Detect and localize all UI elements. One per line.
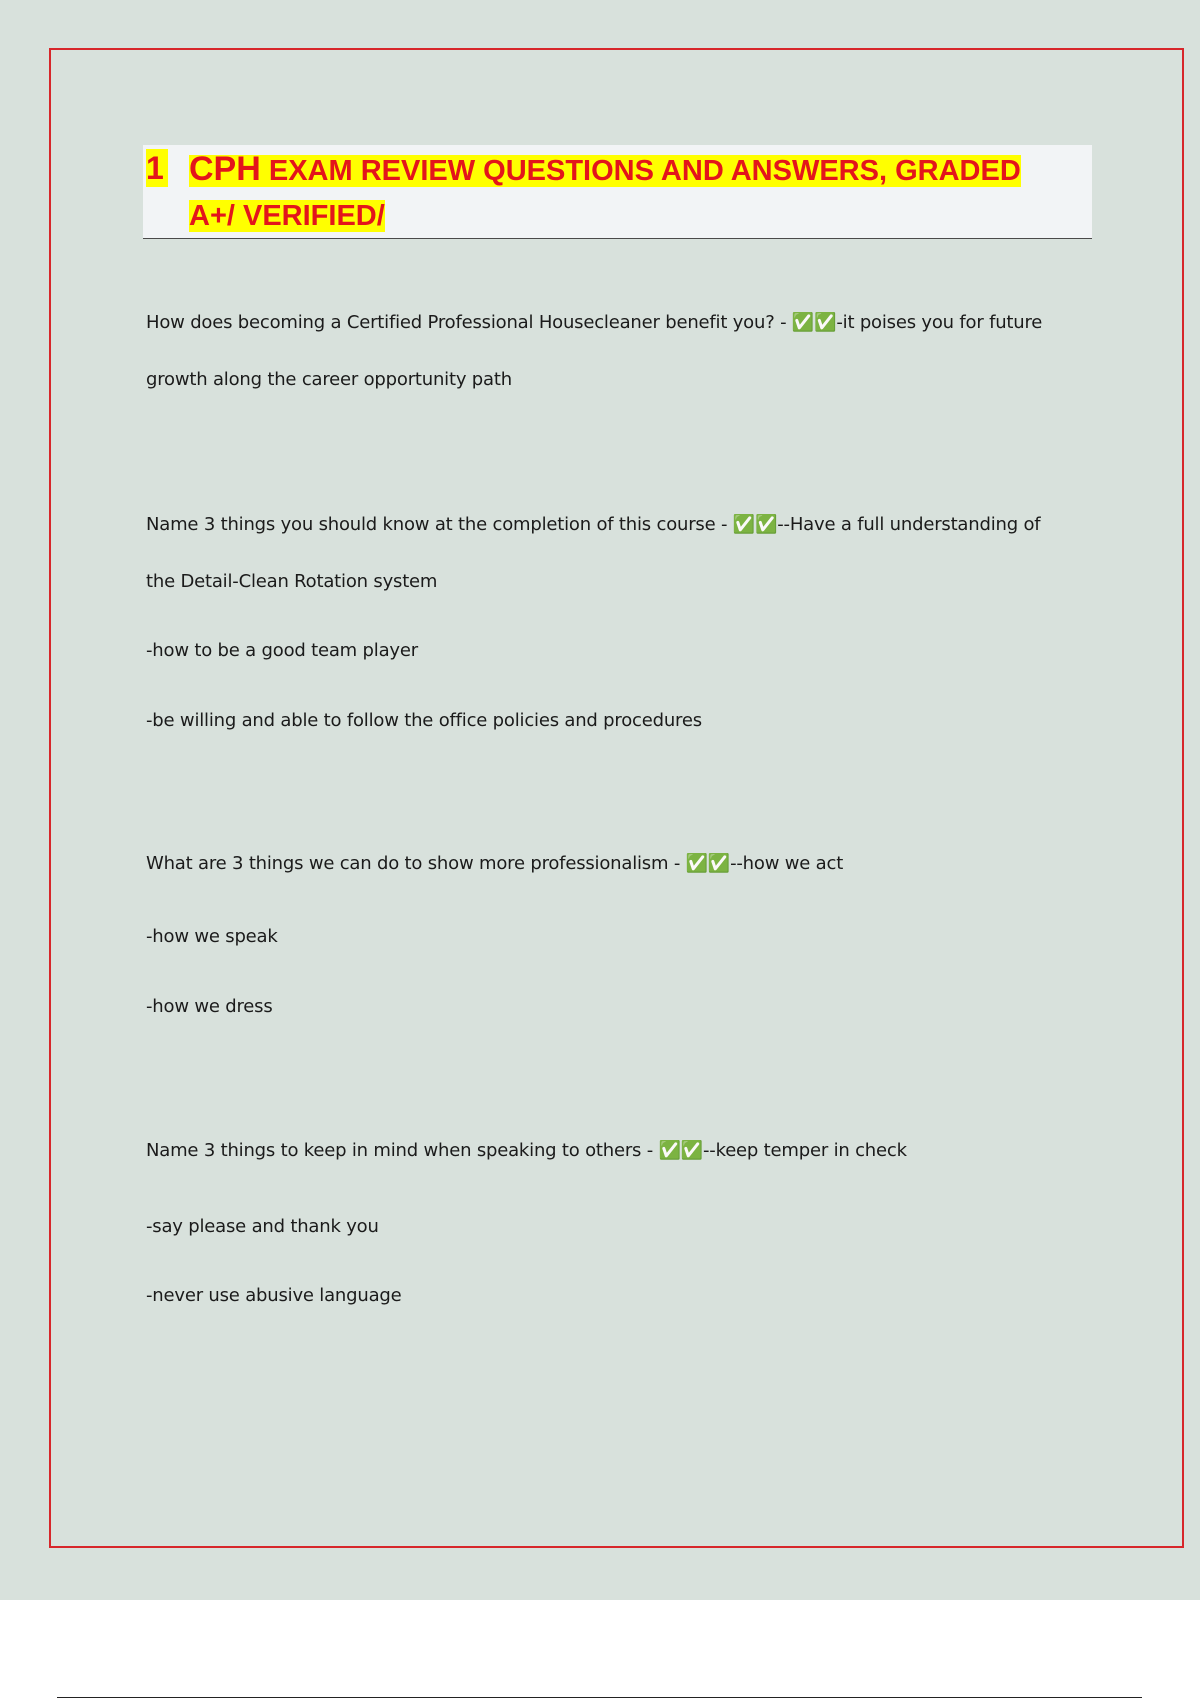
qa-4-answer-line: -say please and thank you (146, 1216, 379, 1237)
check-icon: ✅✅ (791, 312, 837, 333)
check-icon: ✅✅ (732, 514, 778, 535)
qa-4-answer-first: --keep temper in check (703, 1140, 907, 1161)
check-icon: ✅✅ (658, 1140, 704, 1161)
qa-2-answer-line: -be willing and able to follow the office policies and procedures (146, 710, 702, 731)
qa-3-question-line (146, 853, 843, 874)
title-lead: CPH (189, 150, 261, 188)
qa-2-question: Name 3 things you should know at the completion of this course - (146, 514, 733, 535)
qa-1-question: How does becoming a Certified Professional Housecleaner benefit you? - (146, 312, 792, 333)
check-icon: ✅✅ (685, 853, 731, 874)
footer-rule (57, 1697, 1142, 1698)
qa-3-answer-first: --how we act (730, 853, 844, 874)
qa-3-answer-line: -how we dress (146, 996, 273, 1017)
qa-1-question-line (146, 312, 1042, 333)
title-rest: EXAM REVIEW QUESTIONS AND ANSWERS, GRADED A+/ VERIFIED/ (189, 155, 1021, 232)
qa-4-question: Name 3 things to keep in mind when speaking to others - (146, 1140, 659, 1161)
qa-4-question-line (146, 1140, 907, 1161)
qa-1-answer-line: growth along the career opportunity path (146, 369, 512, 390)
qa-2-answer-line: -how to be a good team player (146, 640, 418, 661)
qa-3-question: What are 3 things we can do to show more professionalism - (146, 853, 686, 874)
qa-2-answer-first: --Have a full understanding of (777, 514, 1041, 535)
qa-2-question-line (146, 514, 1040, 535)
qa-2-answer-line: the Detail-Clean Rotation system (146, 571, 438, 592)
qa-4-answer-line: -never use abusive language (146, 1285, 402, 1306)
page-border-frame (49, 48, 1184, 1548)
heading-number: 1 (146, 149, 168, 187)
qa-3-answer-line: -how we speak (146, 926, 278, 947)
qa-1-answer-first: -it poises you for future (836, 312, 1043, 333)
page-title (189, 147, 1069, 239)
